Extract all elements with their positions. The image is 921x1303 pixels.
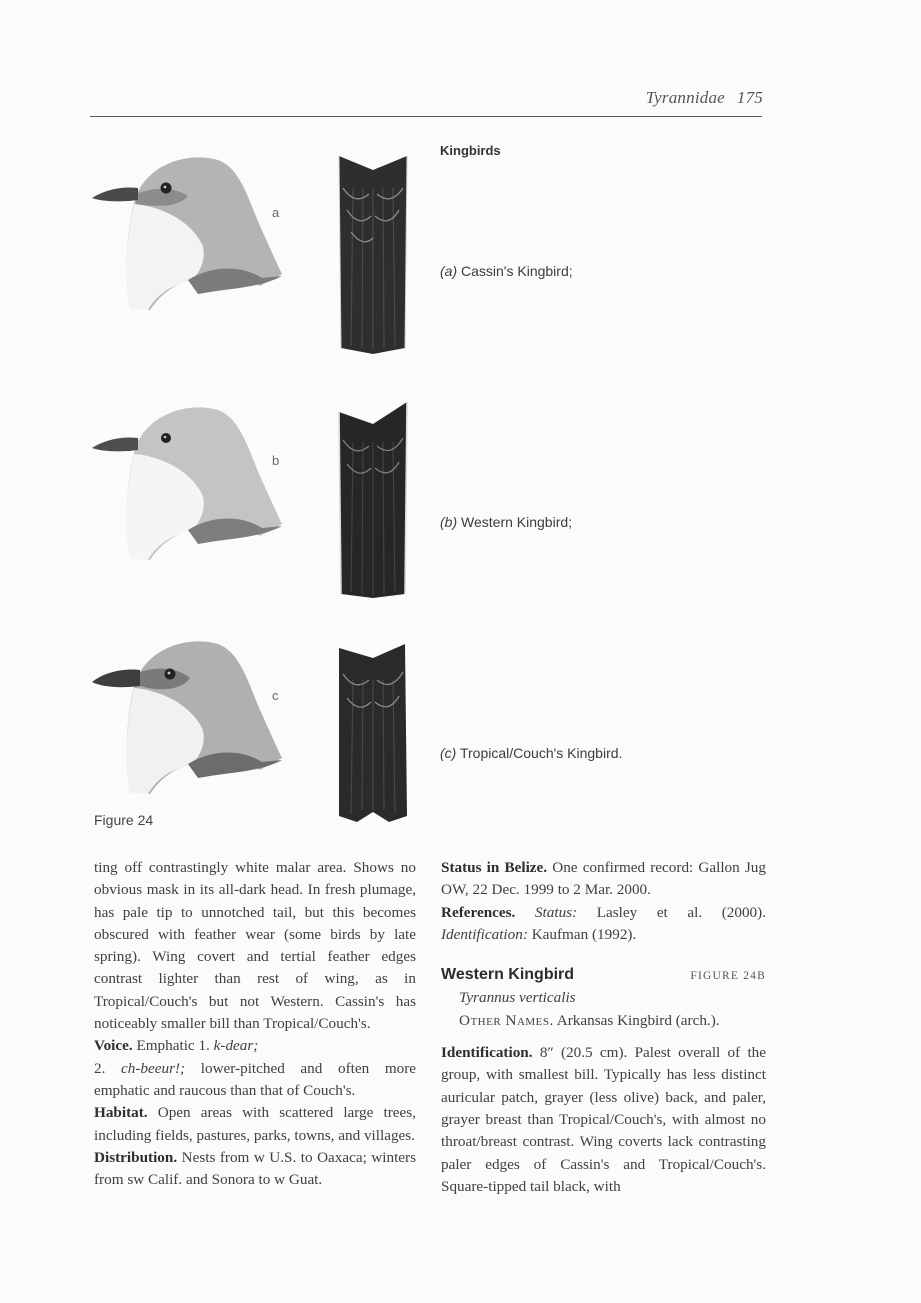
caption-a-name: Cassin's Kingbird; [461,263,573,279]
identification-text: 8″ (20.5 cm). Palest overall of the group, with smallest bill. Typically has less distinct auricular patch, grayer (less olive) back, and paler, grayer breast than Tropical/Couch's, with almost no throat/breast contrast. Wing coverts lack contrasting paler edges of Cassin's and Tropical/Couch's. Square-tipped tail black, with [441,1044,766,1195]
ref-status-text: Lasley et al. (2000). [596,903,767,921]
voice-paragraph [94,1035,416,1057]
other-names-paragraph [441,1010,766,1032]
habitat-label: Habitat. [94,1104,148,1122]
identification-label: Identification. [441,1044,533,1062]
voice-rest: lower-pitched and often more emphatic and raucous than that of Couch's. [94,1059,417,1099]
caption-a [440,263,573,279]
panel-b-letter: b [272,453,280,468]
bird-head-illustration-c [90,632,290,802]
status-text: One confirmed record: Gallon Jug OW, 22 Dec. 1999 to 2 Mar. 2000. [441,859,766,899]
caption-c-name: Tropical/Couch's Kingbird. [459,745,623,761]
distribution-label: Distribution. [94,1148,178,1166]
species-name: Western Kingbird [441,966,575,984]
voice-call-2: ch-beeur!; [121,1059,186,1077]
caption-c [440,745,622,761]
ref-id-text: Kaufman (1992). [531,925,637,943]
scientific-name: Tyrannus verticalis [459,989,576,1007]
species-heading [441,964,766,987]
tail-illustration-c [333,640,413,830]
voice-call-1: k-dear; [213,1037,259,1055]
page-number: 175 [736,88,763,107]
habitat-paragraph [94,1102,416,1147]
status-paragraph [441,857,766,902]
references-label: References. [441,903,516,921]
caption-a-tag: (a) [440,263,458,279]
bird-head-illustration-a [90,148,290,318]
running-head-family: Tyrannidae [645,88,725,107]
panel-c-letter: c [272,688,279,703]
left-text-column [94,857,416,1191]
references-paragraph [441,902,766,947]
tail-illustration-a [333,148,413,358]
voice-intro: Emphatic 1. [136,1037,210,1055]
caption-c-tag: (c) [440,745,457,761]
ref-status-label: Status: [534,903,578,921]
right-text-column [441,857,766,1198]
panel-a-letter: a [272,205,280,220]
other-names-text: Arkansas Kingbird (arch.). [556,1011,720,1029]
plate-title: Kingbirds [440,143,501,158]
caption-b [440,514,572,530]
running-head [646,88,763,108]
voice-paragraph-2 [94,1058,416,1103]
figure-label: Figure 24 [94,812,154,828]
description-continued: ting off contrastingly white malar area. Shows no obvious mask in its all-dark head. In fresh plumage, has pale tip to unnotched tail, but this becomes obscured with feather wear (some birds by late spring). Wing covert and tertial feather edges contrast lighter than rest of wing, as in Tropical/Couch's but not Western. Cassin's has noticeably smaller bill than Tropical/Couch's. [94,859,416,1033]
voice-label: Voice. [94,1037,133,1055]
tail-illustration-b [333,398,413,603]
caption-b-tag: (b) [440,514,458,530]
status-label: Status in Belize. [441,859,548,876]
ref-id-label: Identification: [441,925,528,943]
header-rule [90,116,762,117]
distribution-text: Nests from w U.S. to Oaxaca; winters from sw Calif. and Sonora to w Guat. [94,1148,417,1189]
figure-reference: FIGURE 24B [690,970,766,983]
distribution-paragraph [94,1147,416,1192]
bird-head-illustration-b [90,398,290,568]
habitat-text: Open areas with scattered large trees, including fields, pastures, parks, towns, and villages. [94,1104,416,1144]
voice-num-2: 2. [94,1059,106,1077]
other-names-label: Other Names. [459,1011,554,1029]
identification-paragraph [441,1042,766,1198]
caption-b-name: Western Kingbird; [461,514,573,530]
